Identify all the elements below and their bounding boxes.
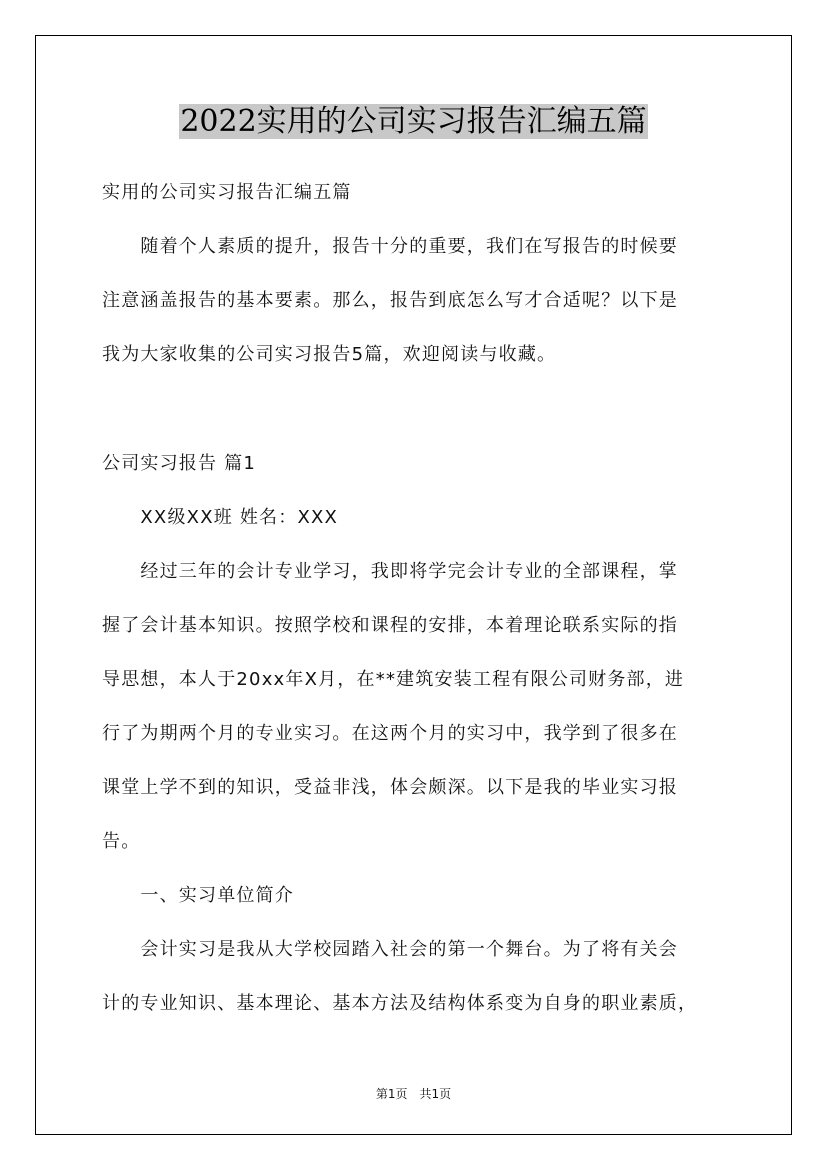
paragraph-line: 握了会计基本知识。按照学校和课程的安排，本着理论联系实际的指 — [102, 615, 678, 636]
paragraph-line: 我为大家收集的公司实习报告5篇，欢迎阅读与收藏。 — [102, 344, 557, 365]
section-heading: 公司实习报告 篇1 — [102, 453, 256, 474]
document-title: 2022实用的公司实习报告汇编五篇 — [180, 104, 647, 139]
paragraph-line: 会计实习是我从大学校园踏入社会的第一个舞台。为了将有关会 — [102, 939, 678, 960]
subtitle-line: 实用的公司实习报告汇编五篇 — [102, 182, 352, 203]
paragraph-line: 计的专业知识、基本理论、基本方法及结构体系变为自身的职业素质， — [102, 993, 698, 1014]
paragraph-line: 告。 — [102, 831, 141, 852]
paragraph-line: 经过三年的会计专业学习，我即将学完会计专业的全部课程，掌 — [102, 561, 678, 582]
paragraph-line: XX级XX班 姓名：XXX — [102, 507, 339, 528]
paragraph-line: 导思想，本人于20xx年X月，在**建筑安装工程有限公司财务部，进 — [102, 669, 685, 690]
subsection-heading: 一、实习单位简介 — [102, 885, 294, 906]
paragraph-line: 注意涵盖报告的基本要素。那么，报告到底怎么写才合适呢？以下是 — [102, 290, 678, 311]
paragraph-line: 随着个人素质的提升，报告十分的重要，我们在写报告的时候要 — [102, 236, 678, 257]
paragraph-line: 课堂上学不到的知识，受益非浅，体会颇深。以下是我的毕业实习报 — [102, 777, 678, 798]
paragraph-line: 行了为期两个月的专业实习。在这两个月的实习中，我学到了很多在 — [102, 723, 678, 744]
page-footer: 第1页 共1页 — [375, 1087, 452, 1101]
